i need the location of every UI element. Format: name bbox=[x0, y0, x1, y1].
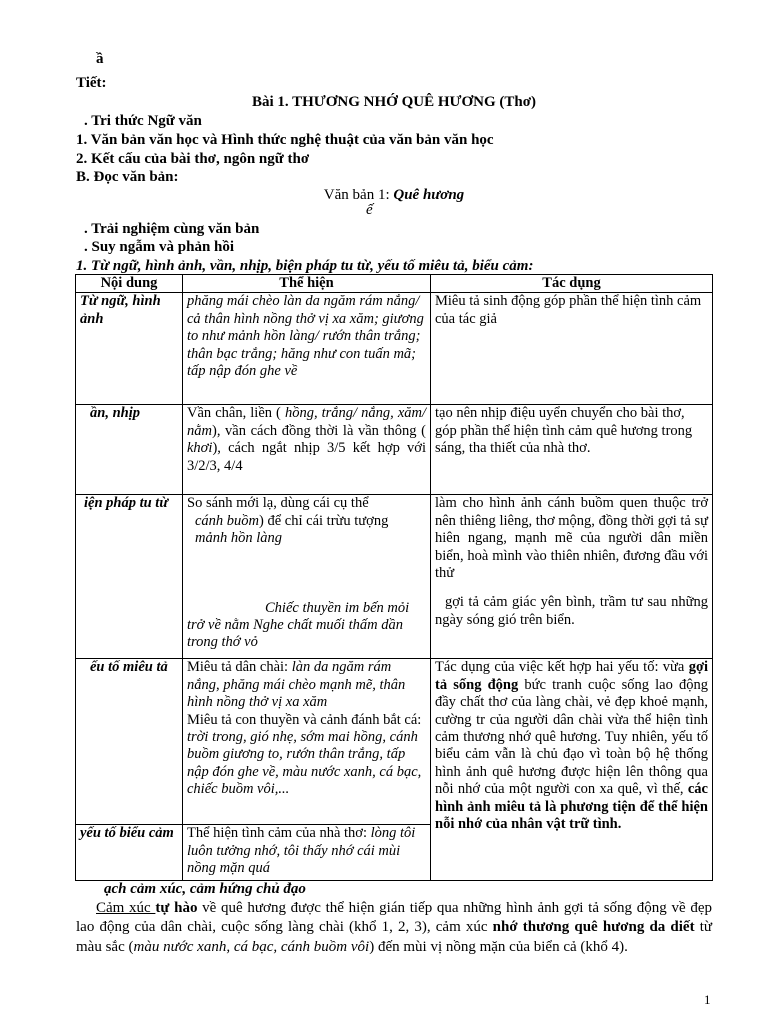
table-row bbox=[76, 495, 713, 659]
row-label-bieu-cam: yếu tố biểu cảm bbox=[76, 825, 183, 881]
bien-phap-text-a: So sánh mới lạ, dùng cái cụ thể bbox=[187, 495, 369, 512]
summary-part-1: Cảm xúc bbox=[96, 900, 156, 916]
row-content-mieu-ta bbox=[183, 659, 431, 825]
summary-part-7: ) đến mùi vị nồng mặn của biển cả (khổ 4). bbox=[369, 938, 628, 955]
bien-phap-poem: Chiếc thuyền im bến mỏi trở về nằm Nghe chất muối thấm dần trong thớ vỏ bbox=[187, 599, 410, 651]
van-nhip-text-d: khơi bbox=[187, 440, 213, 457]
summary-part-4: nhớ thương quê hương da diết bbox=[492, 919, 695, 936]
table-row bbox=[76, 405, 713, 495]
row-effect-tu-ngu: Miêu tả sinh động góp phần thể hiện tình cảm của tác giả bbox=[431, 293, 713, 405]
summary-part-2: tự hào bbox=[155, 900, 198, 916]
text-title-sub: ế bbox=[366, 202, 373, 218]
page-number: 1 bbox=[704, 992, 711, 1007]
section-item-2: 2. Kết cấu của bài thơ, ngôn ngữ thơ bbox=[76, 151, 310, 167]
bien-phap-text-d: mảnh hồn làng bbox=[195, 530, 282, 547]
row-content-tu-ngu: phăng mái chèo làn da ngăm rám nắng/ cả thân hình nồng thở vị xa xăm; giương to như mảnh hồn làng/ rướn thân trắng; thân bạc trắng; hăng như con tuấn mã; tấp nập đón ghe về bbox=[183, 293, 431, 405]
mieu-ta-effect-a: Tác dụng của việc kết hợp hai yếu tố: vừa bbox=[435, 659, 689, 676]
bien-phap-effect-a: làm cho hình ảnh cánh buồm quen thuộc trở nên thiêng liêng, thơ mộng, đồng thời gợi tả sự hiên ngang, mạnh mẽ của người dân miền biển, hoà mình vào thiên nhiên, đương đầu với thử bbox=[435, 495, 708, 582]
row-content-bieu-cam bbox=[183, 825, 431, 881]
section-item-1: 1. Văn bản văn học và Hình thức nghệ thuật của văn bản văn học bbox=[76, 132, 494, 148]
bien-phap-text-b: cánh buồm bbox=[195, 512, 260, 529]
row-content-bien-phap bbox=[183, 495, 431, 659]
row-content-van-nhip bbox=[183, 405, 431, 495]
van-nhip-text-a: Vần chân, liền ( bbox=[187, 405, 281, 422]
mieu-ta-text-c: Miêu tả con thuyền và cảnh đánh bắt cá: bbox=[187, 711, 422, 728]
summary-part-5: từ màu sắc ( bbox=[76, 919, 712, 955]
van-nhip-text-b: hồng, trắng/ nắng, xăm/ nằm bbox=[187, 405, 426, 439]
bien-phap-effect-b: gợi tả cảm giác yên bình, trầm tư sau những ngày sóng gió trên biển. bbox=[435, 594, 708, 628]
text-title-prefix: Văn bản 1: bbox=[323, 187, 394, 203]
row-effect-van-nhip: tạo nên nhịp điệu uyển chuyển cho bài thơ, góp phần thể hiện tình cảm quê hương trong sáng, tha thiết của nhà thơ. bbox=[431, 405, 713, 495]
row-label-bien-phap: iện pháp tu từ bbox=[76, 495, 183, 659]
row-label-van-nhip: ần, nhịp bbox=[76, 405, 183, 495]
text-title-name: Quê hương bbox=[393, 187, 465, 203]
summary-part-6: màu nước xanh, cá bạc, cánh buồm vôi bbox=[133, 938, 370, 955]
section-mach-cam-xuc: ạch cảm xúc, cảm hứng chủ đạo bbox=[104, 881, 306, 897]
row-effect-bien-phap bbox=[431, 495, 713, 659]
mieu-ta-effect-d: các hình ảnh miêu tả là phương tiện để thể hiện nỗi nhớ của nhân vật trữ tình. bbox=[435, 781, 708, 833]
section-suy-ngam: . Suy ngẫm và phản hồi bbox=[84, 239, 235, 255]
table-header-tac-dung: Tác dụng bbox=[431, 275, 713, 293]
bieu-cam-text-a: Thể hiện tình cảm của nhà thơ: bbox=[187, 825, 371, 842]
section-analysis-heading: 1. Từ ngữ, hình ảnh, vần, nhịp, biện pháp tu từ, yếu tố miêu tả, biểu cảm: bbox=[76, 258, 534, 274]
row-label-mieu-ta: ếu tố miêu tả bbox=[76, 659, 183, 825]
lesson-period: Tiết: bbox=[76, 75, 107, 91]
van-nhip-text-c: ), vần cách đồng thời là vần thông ( bbox=[211, 422, 426, 439]
summary-part-3: về quê hương được thể hiện gián tiếp qua những hình ảnh gợi tả sống động về đẹp lao động của dân chài, cuộc sống làng chài (khổ 1, 2, 3), cảm xúc bbox=[76, 900, 712, 936]
mieu-ta-text-a: Miêu tả dân chài: bbox=[187, 659, 292, 676]
mieu-ta-effect-b: gợi tả sống động bbox=[435, 659, 708, 693]
bien-phap-text-c: ) để chỉ cái trừu tượng bbox=[259, 512, 389, 529]
section-tri-thuc: . Tri thức Ngữ văn bbox=[84, 113, 202, 129]
section-trai-nghiem: . Trải nghiệm cùng văn bản bbox=[84, 221, 260, 237]
summary-paragraph bbox=[76, 899, 712, 957]
table-row bbox=[76, 659, 713, 825]
table-header-row bbox=[76, 275, 713, 293]
heading-fragment: ầ bbox=[96, 51, 104, 67]
table-header-noi-dung: Nội dung bbox=[76, 275, 183, 293]
page-title: Bài 1. THƯƠNG NHỚ QUÊ HƯƠNG (Thơ) bbox=[251, 94, 537, 110]
text-title bbox=[0, 186, 768, 204]
analysis-table bbox=[75, 274, 713, 881]
section-doc-van-ban: B. Đọc văn bản: bbox=[76, 169, 179, 185]
mieu-ta-effect-c: bức tranh cuộc sống lao động đầy chất thơ của làng chài, vẻ đẹp khoẻ mạnh, cường tr của người dân chài vừa thể hiện tình cảm thương nhớ quê hương. Tuy nhiên, yếu tố biểu cảm vẫn là chủ đạo vì toàn bộ hệ thống hình ảnh quê hương được hiện lên thông qua nỗi nhớ của một người con xa quê, vì thế, bbox=[435, 676, 708, 798]
bieu-cam-text-b: lòng tôi luôn tưởng nhớ, tôi thấy nhớ cái mùi nồng mặn quá bbox=[187, 825, 416, 877]
van-nhip-text-e: ), cách ngắt nhịp 3/5 kết hợp với 3/2/3, 4/4 bbox=[187, 440, 426, 474]
mieu-ta-text-b: làn da ngăm rám nắng, phăng mái chèo mạnh mẽ, thân hình nồng thở vị xa xăm bbox=[187, 659, 406, 711]
row-label-tu-ngu: Từ ngữ, hình ảnh bbox=[76, 293, 183, 405]
table-header-the-hien: Thể hiện bbox=[183, 275, 431, 293]
mieu-ta-text-d: trời trong, gió nhẹ, sớm mai hồng, cánh buồm giương to, rướn thân trắng, tấp nập đón ghe về, màu nước xanh, cá bạc, chiếc buồm vôi,... bbox=[187, 729, 422, 798]
table-row bbox=[76, 293, 713, 405]
row-effect-mieu-ta-bieu-cam bbox=[431, 659, 713, 881]
